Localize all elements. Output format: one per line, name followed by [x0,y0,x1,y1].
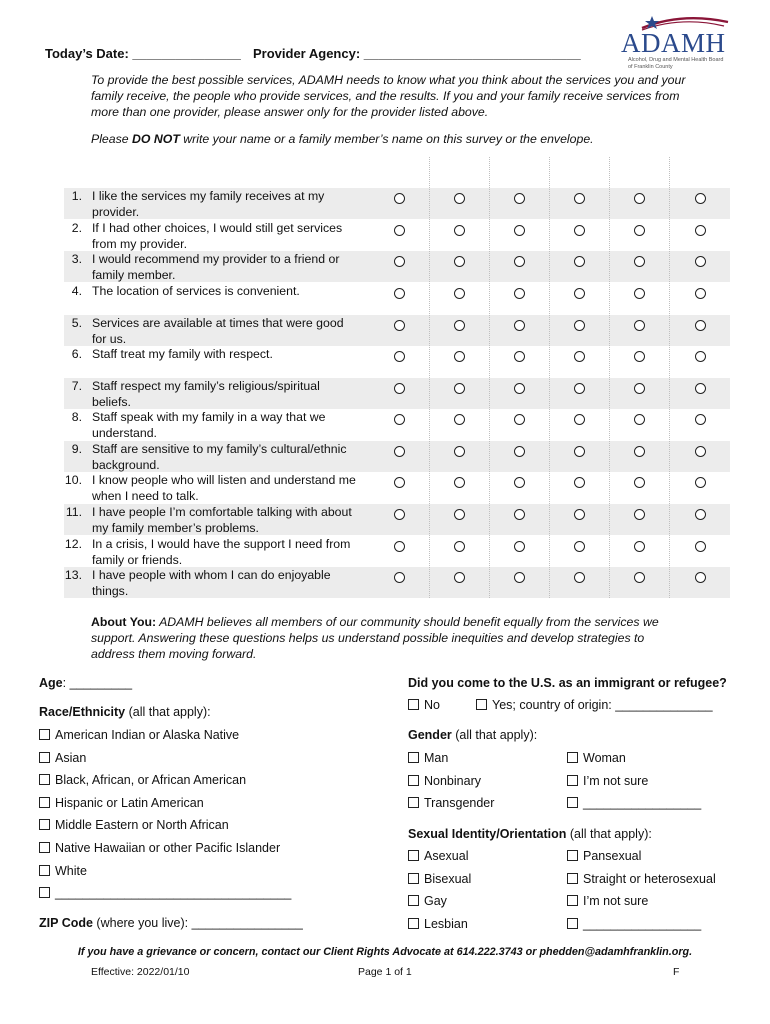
response-radio[interactable] [574,288,585,299]
response-radio[interactable] [574,572,585,583]
adamh-logo [612,10,730,72]
question-number: 6. [71,347,82,361]
response-radio[interactable] [574,383,585,394]
immigrant-yes-option[interactable]: Yes; country of origin: ______________ [476,697,713,713]
checkbox-icon[interactable] [39,865,50,876]
checkbox-icon[interactable] [408,699,419,710]
checkbox-icon[interactable] [408,797,419,808]
question-text [92,568,368,600]
response-radio[interactable] [695,541,706,552]
response-radio[interactable] [454,256,465,267]
question-number: 2. [71,221,82,235]
race-option[interactable] [39,727,239,743]
orientation-option-label: Asexual [424,849,469,863]
question-number: 5. [71,316,82,330]
question-line: beliefs. [92,394,131,409]
response-radio[interactable] [634,572,645,583]
question-line: family member. [92,267,176,282]
immigrant-no-option[interactable]: No [408,697,440,713]
response-radio[interactable] [514,509,525,520]
orientation-option[interactable] [567,893,648,909]
response-radio[interactable] [574,541,585,552]
response-radio[interactable] [394,572,405,583]
response-radio[interactable] [454,351,465,362]
form-code: F [673,966,680,978]
response-radio[interactable] [574,477,585,488]
response-radio[interactable] [394,541,405,552]
gender-option-label: _________________ [583,796,702,811]
response-radio[interactable] [454,383,465,394]
question-line: my family member’s problems. [92,520,259,535]
orientation-heading: Sexual Identity/Orientation (all that apply): [408,827,652,841]
response-radio[interactable] [695,509,706,520]
response-radio[interactable] [574,446,585,457]
gender-option[interactable] [567,750,626,766]
question-line: when I need to talk. [92,488,199,503]
question-line: If I had other choices, I would still get services [92,221,343,235]
race-option-label: White [55,863,87,878]
column-divider [609,157,610,598]
question-line: Staff are sensitive to my family’s cultural/ethnic [92,442,347,456]
question-text [92,284,368,300]
response-radio[interactable] [454,414,465,425]
question-line: The location of services is convenient. [92,284,300,298]
about-you-text: About You: ADAMH believes all members of our community should benefit equally from the services we support. Answering these questions helps us understand possible inequities and develop strategies to address them moving forward. [91,615,659,661]
response-radio[interactable] [634,193,645,204]
checkbox-icon[interactable] [408,850,419,861]
response-radio[interactable] [695,288,706,299]
response-radio[interactable] [454,541,465,552]
gender-option[interactable] [408,773,481,789]
response-radio[interactable] [394,288,405,299]
checkbox-icon[interactable] [39,752,50,763]
response-radio[interactable] [454,572,465,583]
response-radio[interactable] [695,383,706,394]
race-option-label: __________________________________ [55,886,292,901]
response-radio[interactable] [394,446,405,457]
response-radio[interactable] [634,446,645,457]
question-text [92,316,368,348]
race-option-label: Black, African, or African American [55,773,247,788]
response-radio[interactable] [574,256,585,267]
effective-date: Effective: 2022/01/10 [91,966,190,978]
question-line: Staff treat my family with respect. [92,347,273,361]
question-line: In a crisis, I would have the support I need from [92,537,351,551]
response-radio[interactable] [454,446,465,457]
gender-option[interactable] [408,795,494,811]
question-text [92,252,368,284]
checkbox-icon[interactable] [567,895,578,906]
response-radio[interactable] [454,193,465,204]
race-option-label: Native Hawaiian or other Pacific Islander [55,841,281,855]
checkbox-icon[interactable] [567,797,578,808]
response-radio[interactable] [394,193,405,204]
response-radio[interactable] [695,477,706,488]
gender-option[interactable] [567,773,648,789]
response-radio[interactable] [574,351,585,362]
response-radio[interactable] [394,414,405,425]
race-heading: Race/Ethnicity (all that apply): [39,705,211,719]
response-radio[interactable] [514,256,525,267]
response-radio[interactable] [695,256,706,267]
response-radio[interactable] [695,446,706,457]
response-radio[interactable] [454,509,465,520]
checkbox-icon[interactable] [39,729,50,740]
question-number: 9. [71,442,82,456]
response-radio[interactable] [574,509,585,520]
orientation-option[interactable] [408,916,468,932]
question-text [92,505,368,537]
checkbox-icon[interactable] [567,850,578,861]
response-radio[interactable] [454,477,465,488]
orientation-option[interactable] [408,848,468,864]
question-number: 8. [71,410,82,424]
response-radio[interactable] [394,509,405,520]
response-radio[interactable] [454,288,465,299]
orientation-option[interactable] [567,916,701,932]
question-number: 7. [71,379,82,393]
question-line: I would recommend my provider to a friend or [92,252,340,266]
checkbox-icon[interactable] [408,895,419,906]
orientation-option-label: Straight or heterosexual [583,871,716,886]
response-radio[interactable] [695,320,706,331]
question-text [92,379,368,411]
response-radio[interactable] [634,320,645,331]
question-line: for us. [92,331,127,346]
response-radio[interactable] [514,541,525,552]
response-radio[interactable] [514,477,525,488]
checkbox-icon[interactable] [408,752,419,763]
response-radio[interactable] [394,225,405,236]
question-text [92,410,368,442]
checkbox-icon[interactable] [39,842,50,853]
column-divider [489,157,490,598]
race-option-label: American Indian or Alaska Native [55,728,240,742]
race-option[interactable] [39,750,86,766]
question-text [92,442,368,474]
checkbox-icon[interactable] [408,918,419,929]
question-text [92,221,368,253]
orientation-option-label: I’m not sure [583,894,649,909]
question-line: things. [92,583,129,598]
todays-date-field[interactable]: Today’s Date: _______________ [45,46,241,61]
checkbox-icon[interactable] [408,873,419,884]
question-text [92,473,368,505]
response-radio[interactable] [394,320,405,331]
question-text [92,189,368,221]
response-radio[interactable] [394,383,405,394]
orientation-option-label: Gay [424,894,447,909]
question-number: 13. [64,568,82,582]
response-radio[interactable] [634,225,645,236]
response-radio[interactable] [574,193,585,204]
logo-wordmark: ADAMH [621,28,726,58]
response-radio[interactable] [514,320,525,331]
race-option[interactable] [39,863,87,879]
checkbox-icon[interactable] [39,819,50,830]
orientation-option[interactable] [567,871,716,887]
question-line: background. [92,457,160,472]
age-field[interactable]: Age: _________ [39,676,133,690]
response-radio[interactable] [514,446,525,457]
orientation-option-label: Lesbian [424,916,468,931]
checkbox-icon[interactable] [567,873,578,884]
response-radio[interactable] [634,288,645,299]
checkbox-icon[interactable] [39,774,50,785]
question-number: 4. [71,284,82,298]
gender-option-label: Man [424,751,449,765]
response-radio[interactable] [634,256,645,267]
response-radio[interactable] [514,193,525,204]
question-line: Staff respect my family’s religious/spiritual [92,379,320,393]
question-number: 11. [65,505,82,519]
checkbox-icon[interactable] [567,918,578,929]
response-radio[interactable] [514,288,525,299]
response-radio[interactable] [634,509,645,520]
question-text [92,537,368,569]
gender-option-label: Nonbinary [424,773,481,788]
response-radio[interactable] [394,351,405,362]
orientation-option[interactable] [408,871,471,887]
question-line: I like the services my family receives at my [92,189,325,203]
column-divider [669,157,670,598]
response-radio[interactable] [574,225,585,236]
question-text [92,347,368,363]
checkbox-icon[interactable] [39,797,50,808]
gender-option-label: I’m not sure [583,773,649,788]
orientation-option-label: Pansexual [583,849,642,863]
race-option-label: Middle Eastern or North African [55,818,229,833]
question-line: I have people with whom I can do enjoyable [92,568,331,582]
checkbox-icon[interactable] [567,775,578,786]
race-option[interactable] [39,795,204,811]
logo-subtitle: Alcohol, Drug and Mental Health Board of Franklin County [628,57,724,70]
response-radio[interactable] [695,193,706,204]
orientation-option[interactable] [408,893,447,909]
response-radio[interactable] [514,572,525,583]
do-not-notice: Please DO NOT write your name or a family member’s name on this survey or the envelope. [91,132,594,146]
column-divider [549,157,550,598]
response-radio[interactable] [695,225,706,236]
question-number: 3. [71,252,82,266]
response-radio[interactable] [514,351,525,362]
question-line: understand. [92,425,157,440]
question-line: I have people I’m comfortable talking with about [92,505,352,519]
intro-paragraph: To provide the best possible services, ADAMH needs to know what you think about the services you and your family receive, the people who provide services, and the results. If you and your family receive services from more than one provider, please answer only for the provider listed above. [91,73,686,119]
question-number: 12. [64,537,82,551]
response-radio[interactable] [634,541,645,552]
grievance-notice: If you have a grievance or concern, contact our Client Rights Advocate at 614.222.3743 or phedden@adamhfranklin.org. [77,946,693,958]
question-number: 1. [71,189,82,203]
gender-option-label: Woman [583,751,626,765]
response-radio[interactable] [574,414,585,425]
response-radio[interactable] [695,414,706,425]
page-number: Page 1 of 1 [358,966,412,978]
response-radio[interactable] [454,225,465,236]
response-radio[interactable] [394,477,405,488]
response-radio[interactable] [514,225,525,236]
response-radio[interactable] [695,351,706,362]
question-line: Services are available at times that were good [92,316,344,330]
response-radio[interactable] [634,351,645,362]
response-radio[interactable] [394,256,405,267]
immigrant-question: Did you come to the U.S. as an immigrant or refugee? [408,676,727,690]
response-radio[interactable] [634,383,645,394]
orientation-option-label: _________________ [583,916,702,931]
question-line: from my provider. [92,236,187,251]
race-option-label: Hispanic or Latin American [55,795,204,810]
question-line: family or friends. [92,552,183,567]
gender-option-label: Transgender [424,796,495,811]
race-option[interactable] [39,817,229,833]
column-divider [429,157,430,598]
response-radio[interactable] [695,572,706,583]
orientation-option-label: Bisexual [424,871,472,886]
orientation-option[interactable] [567,848,641,864]
gender-heading: Gender (all that apply): [408,728,538,742]
response-radio[interactable] [634,414,645,425]
response-radio[interactable] [514,383,525,394]
checkbox-icon[interactable] [408,775,419,786]
gender-option[interactable] [408,750,448,766]
race-option-label: Asian [55,750,87,765]
question-line: provider. [92,204,140,219]
checkbox-icon[interactable] [476,699,487,710]
provider-agency-field[interactable]: Provider Agency: ______________________________ [253,46,581,61]
response-radio[interactable] [634,477,645,488]
response-radio[interactable] [574,320,585,331]
response-radio[interactable] [514,414,525,425]
race-option[interactable] [39,840,280,856]
race-option[interactable] [39,772,246,788]
race-option[interactable] [39,885,291,901]
response-radio[interactable] [454,320,465,331]
zip-code-field[interactable]: ZIP Code (where you live): ________________ [39,916,303,930]
question-line: Staff speak with my family in a way that we [92,410,326,424]
checkbox-icon[interactable] [39,887,50,898]
gender-option[interactable] [567,795,701,811]
question-line: I know people who will listen and understand me [92,473,356,487]
question-number: 10. [64,473,82,487]
checkbox-icon[interactable] [567,752,578,763]
